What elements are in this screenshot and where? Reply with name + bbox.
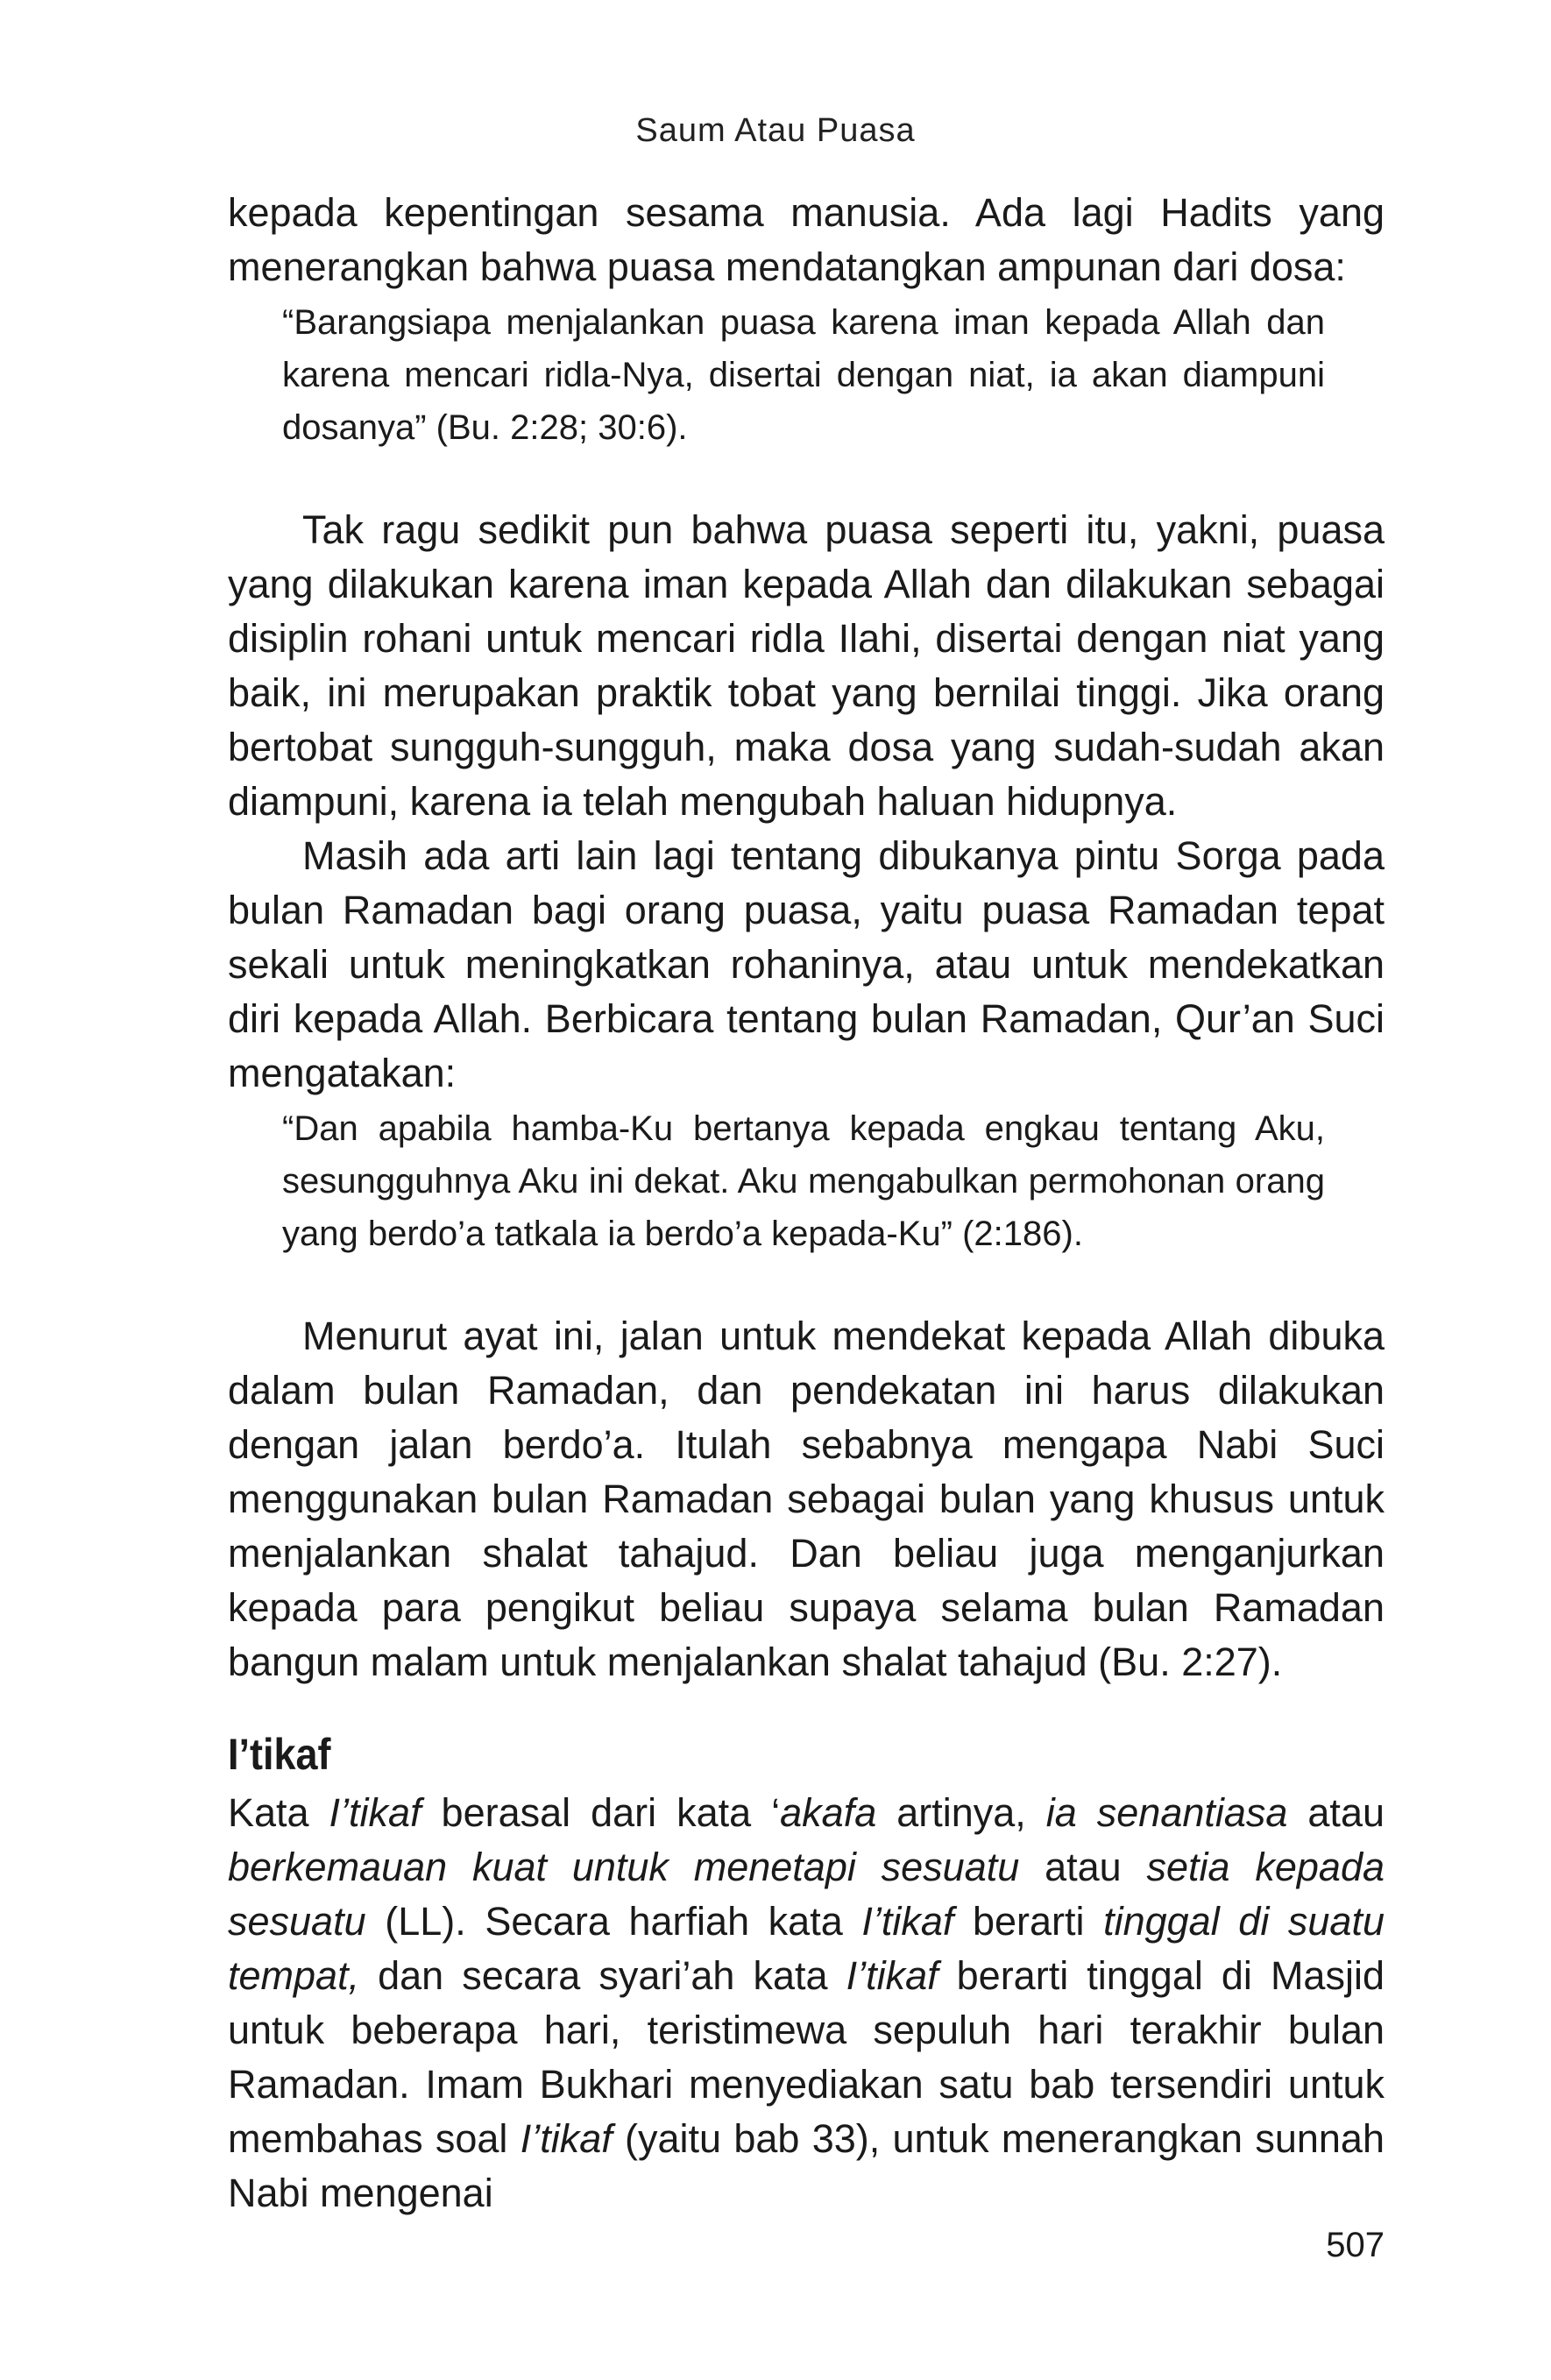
section-heading: I’tikaf	[228, 1730, 331, 1779]
hadith-quote: “Barangsiapa menjalankan puasa karena iman kepada Allah dan karena mencari ridla-Nya, disertai dengan niat, ia akan diampuni dosanya” (Bu. 2:28; 30:6).	[282, 303, 1325, 447]
paragraph-1: kepada kepentingan sesama manusia. Ada lagi Hadits yang menerangkan bahwa puasa mendatangkan ampunan dari dosa:	[228, 190, 1385, 289]
paragraph-4: Menurut ayat ini, jalan untuk mendekat kepada Allah dibuka dalam bulan Ramadan, dan pendekatan ini harus dilakukan dengan jalan berdo’a. Itulah sebabnya mengapa Nabi Suci menggunakan bulan Ramadan sebagai bulan yang khusus untuk menjalankan shalat tahajud. Dan beliau juga menganjurkan kepada para pengikut beliau supaya selama bulan Ramadan bangun malam untuk menjalankan shalat tahajud (Bu. 2:27).	[228, 1314, 1385, 1684]
paragraph-5	[228, 1786, 1385, 2221]
italic-term: akafa	[780, 1790, 877, 1835]
italic-term: tinggal di suatu tempat,	[228, 1899, 1385, 1998]
text-run: dan secara syari’ah kata	[359, 1953, 846, 1998]
text-run: (LL). Secara harfiah kata	[365, 1899, 862, 1944]
italic-term: I’tikaf	[861, 1899, 954, 1944]
text-run: artinya,	[876, 1790, 1046, 1835]
text-run: berasal dari kata ‘	[421, 1790, 781, 1835]
italic-term: I’tikaf	[329, 1790, 421, 1835]
italic-term: ia senantiasa	[1045, 1790, 1288, 1835]
quran-quote: “Dan apabila hamba-Ku bertanya kepada engkau tentang Aku, sesungguhnya Aku ini dekat. Aku mengabulkan permohonan orang yang berdo’a tatkala ia berdo’a kepada-Ku” (2:186).	[282, 1109, 1325, 1253]
paragraph-2: Tak ragu sedikit pun bahwa puasa seperti itu, yakni, puasa yang dilakukan karena iman kepada Allah dan dilakukan sebagai disiplin rohani untuk mencari ridla Ilahi, disertai dengan niat yang baik, ini merupakan praktik tobat yang bernilai tinggi. Jika orang bertobat sungguh-sungguh, maka dosa yang sudah-sudah akan diampuni, karena ia telah mengubah haluan hidupnya.	[228, 507, 1385, 824]
italic-term: I’tikaf	[846, 1953, 938, 1998]
text-run: (yaitu bab 33), untuk menerangkan sunnah Nabi mengenai	[228, 2116, 1385, 2215]
paragraph-3: Masih ada arti lain lagi tentang dibukanya pintu Sorga pada bulan Ramadan bagi orang puasa, yaitu puasa Ramadan tepat sekali untuk meningkatkan rohaninya, atau untuk mendekatkan diri kepada Allah. Berbicara tentang bulan Ramadan, Qur’an Suci mengatakan:	[228, 833, 1385, 1095]
page-number: 507	[1326, 2226, 1385, 2264]
text-run: atau	[1019, 1845, 1147, 1889]
italic-term: setia kepada sesuatu	[228, 1845, 1385, 1944]
italic-term: I’tikaf	[520, 2116, 613, 2161]
text-run: atau	[1287, 1790, 1385, 1835]
italic-term: berkemauan kuat untuk menetapi sesuatu	[228, 1845, 1020, 1889]
body-text	[228, 186, 1385, 2221]
text-run: berarti tinggal di Masjid untuk beberapa hari, teristimewa sepuluh hari terakhir bulan Ramadan. Imam Bukhari menyediakan satu bab tersendiri untuk membahas soal	[228, 1953, 1385, 2161]
text-run: berarti	[953, 1899, 1104, 1944]
running-head: Saum Atau Puasa	[635, 112, 916, 149]
text-run: Kata	[228, 1790, 329, 1835]
